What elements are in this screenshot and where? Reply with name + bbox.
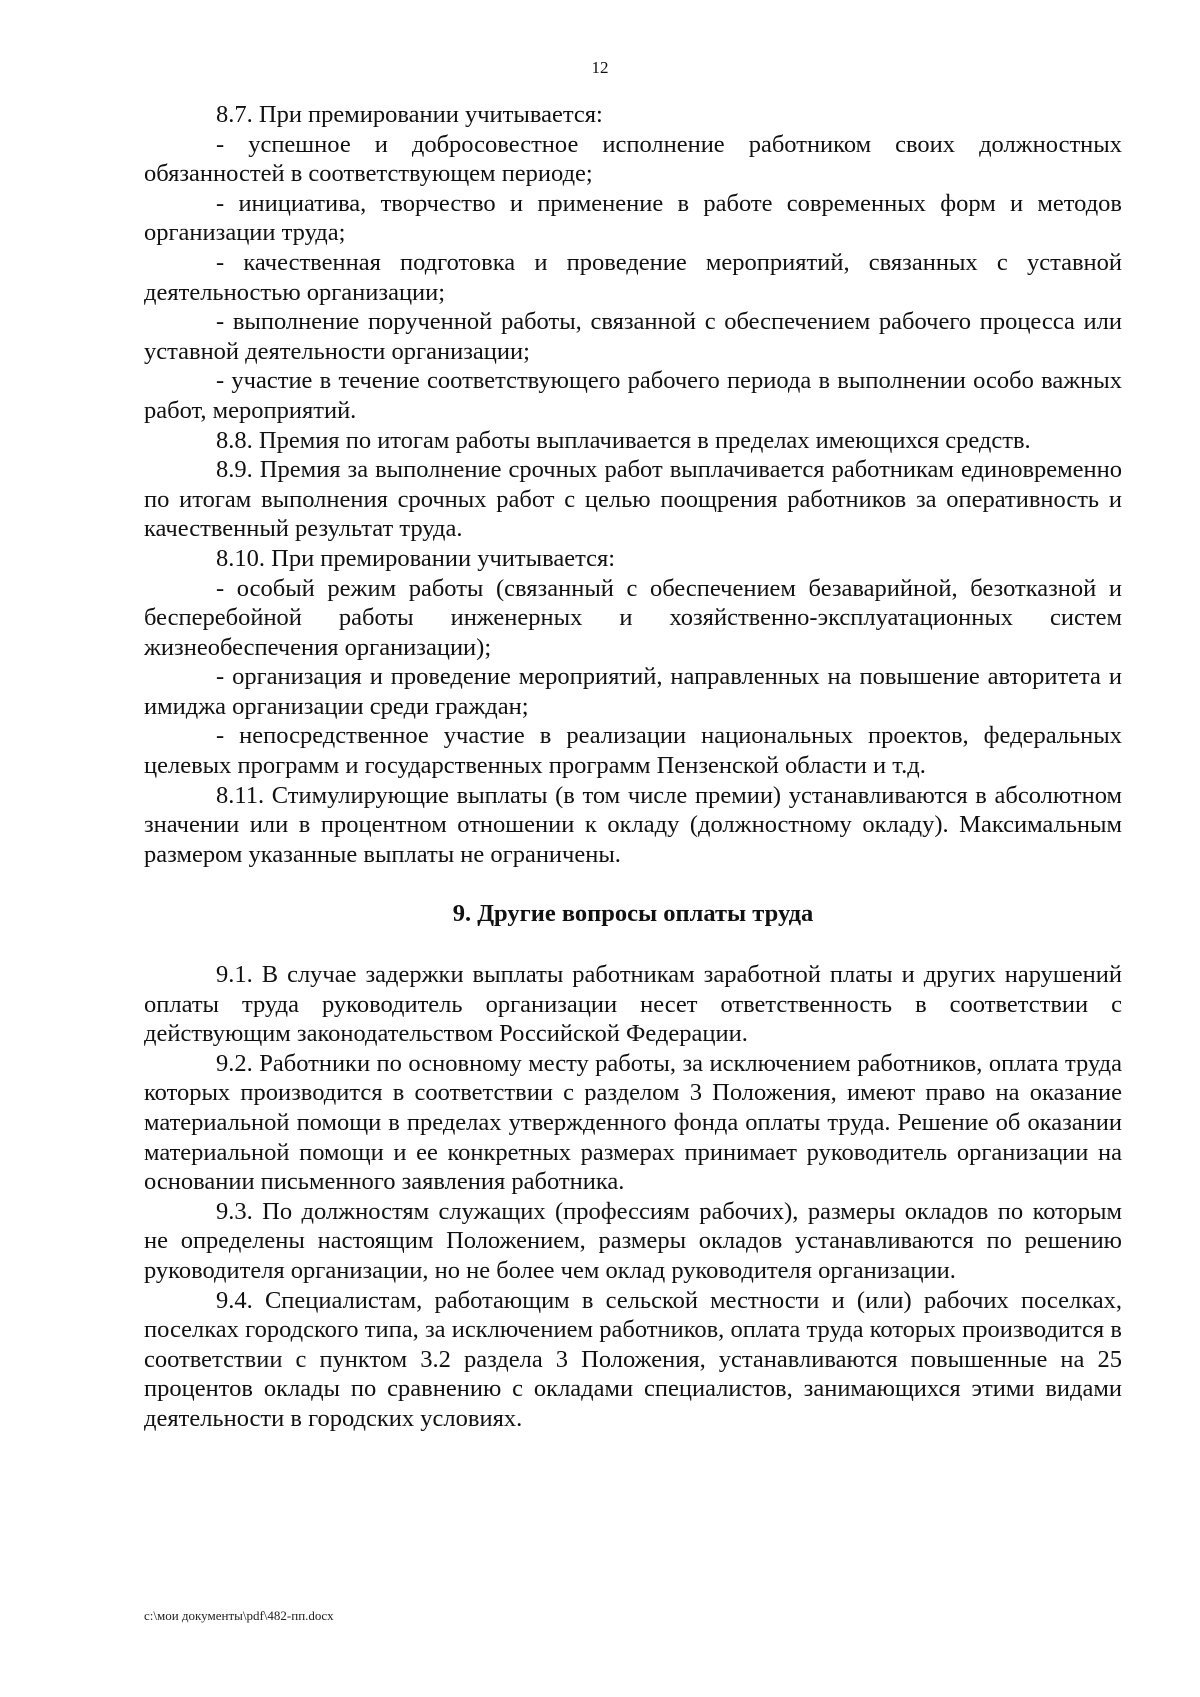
paragraph: 9.1. В случае задержки выплаты работникам заработной платы и других нарушений оплаты труда руководитель организации несет ответственность в соответствии с действующим законодательством Российской Федерации. — [144, 961, 1122, 1048]
paragraphs-section-9 — [144, 960, 1122, 1434]
paragraph: 9.4. Специалистам, работающим в сельской местности и (или) рабочих поселках, поселках городского типа, за исключением работников, оплата труда которых производится в соответствии с пунктом 3.2 раздела 3 Положения, устанавливаются повышенные на 25 процентов оклады по сравнению с окладами специалистов, занимающихся этими видами деятельности в городских условиях. — [144, 1286, 1122, 1432]
paragraph: - участие в течение соответствующего рабочего периода в выполнении особо важных работ, мероприятий. — [144, 367, 1122, 424]
section-heading: 9. Другие вопросы оплаты труда — [452, 900, 814, 928]
paragraphs-section-8 — [144, 100, 1122, 869]
paragraph: - организация и проведение мероприятий, направленных на повышение авторитета и имиджа организации среди граждан; — [144, 663, 1122, 720]
paragraph: 8.9. Премия за выполнение срочных работ выплачивается работникам единовременно по итогам выполнения срочных работ с целью поощрения работников за оперативность и качественный результат труда. — [144, 456, 1122, 543]
paragraph: 8.10. При премировании учитывается: — [216, 544, 616, 572]
paragraph: - особый режим работы (связанный с обеспечением безаварийной, безотказной и бесперебойной работы инженерных и хозяйственно-эксплуатационных систем жизнеобеспечения организации); — [144, 574, 1122, 661]
document-body — [144, 100, 1122, 1434]
paragraph: - непосредственное участие в реализации национальных проектов, федеральных целевых программ и государственных программ Пензенской области и т.д. — [144, 722, 1122, 780]
paragraph: 8.11. Стимулирующие выплаты (в том числе премии) устанавливаются в абсолютном значении или в процентном отношении к окладу (должностному окладу). Максимальным размером указанные выплаты не ограничены. — [144, 781, 1122, 868]
paragraph: - успешное и добросовестное исполнение работником своих должностных обязанностей в соответствующем периоде; — [144, 130, 1122, 188]
paragraph: 8.8. Премия по итогам работы выплачивается в пределах имеющихся средств. — [216, 426, 1031, 454]
paragraph: 8.7. При премировании учитывается: — [216, 101, 603, 128]
paragraph: - качественная подготовка и проведение мероприятий, связанных с уставной деятельностью организации; — [144, 248, 1122, 306]
paragraph: 9.3. По должностям служащих (профессиям рабочих), размеры окладов по которым не определены настоящим Положением, размеры окладов устанавливаются по решению руководителя организации, но не более чем оклад руководителя организации. — [144, 1197, 1122, 1284]
footer-file-path: c:\мои документы\pdf\482-пп.docx — [144, 1608, 334, 1623]
paragraph: - выполнение порученной работы, связанной с обеспечением рабочего процесса или уставной деятельности организации; — [144, 308, 1122, 365]
paragraph: - инициатива, творчество и применение в работе современных форм и методов организации труда; — [144, 189, 1122, 247]
page-number: 12 — [591, 58, 609, 77]
paragraph: 9.2. Работники по основному месту работы, за исключением работников, оплата труда которых производится в соответствии с разделом 3 Положения, имеют право на оказание материальной помощи в пределах утвержденного фонда оплаты труда. Решение об оказании материальной помощи и ее конкретных размерах принимает руководитель организации на основании письменного заявления работника. — [144, 1049, 1122, 1196]
